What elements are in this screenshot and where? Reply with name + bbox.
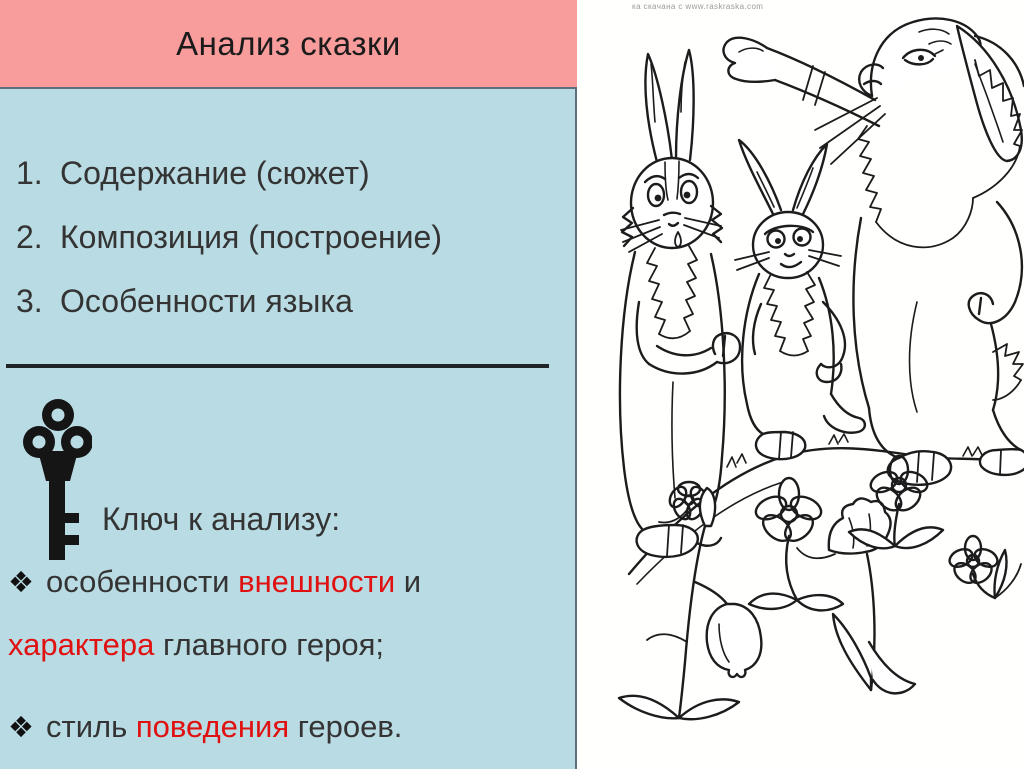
diamond-bullet-icon: ❖ bbox=[8, 567, 34, 599]
bellflower bbox=[619, 488, 761, 719]
list-text: Композиция (построение) bbox=[60, 218, 442, 255]
hares-coloring-illustration bbox=[577, 12, 1024, 752]
bullet-text-segment: внешности bbox=[238, 564, 396, 599]
attribution-text: ка скачана с www.raskraska.com bbox=[632, 2, 764, 11]
content-panel bbox=[0, 87, 577, 769]
list-text: Особенности языка bbox=[60, 282, 353, 319]
bullet-item bbox=[8, 551, 564, 676]
bullet-text-segment: поведения bbox=[135, 709, 290, 744]
key-heading: Ключ к анализу: bbox=[102, 501, 341, 537]
bullet-text-segment: характера bbox=[8, 627, 155, 662]
list-number: 2. bbox=[16, 218, 43, 255]
slide-title: Анализ сказки bbox=[176, 24, 401, 62]
bullet-text-segment: героев. bbox=[289, 709, 403, 744]
list-item bbox=[16, 205, 556, 269]
list-number: 1. bbox=[16, 154, 43, 191]
bullet-text-segment: и bbox=[395, 564, 422, 599]
bullet-item bbox=[8, 696, 564, 759]
key-icon bbox=[22, 395, 92, 560]
header-bar bbox=[0, 0, 577, 88]
left-hare bbox=[620, 50, 740, 557]
analysis-list bbox=[16, 141, 556, 333]
bullet-text-segment: особенности bbox=[46, 564, 239, 599]
illustration-panel bbox=[577, 0, 1024, 767]
list-text: Содержание (сюжет) bbox=[60, 154, 370, 191]
key-bullets bbox=[8, 551, 564, 779]
list-number: 3. bbox=[16, 282, 43, 319]
diamond-bullet-icon: ❖ bbox=[8, 712, 34, 744]
daisy-right bbox=[947, 536, 1021, 598]
bullet-text-segment: стиль bbox=[46, 709, 136, 744]
middle-hare bbox=[735, 140, 865, 459]
divider-line bbox=[6, 364, 549, 368]
bullet-text-segment: главного героя; bbox=[154, 627, 384, 662]
list-item bbox=[16, 141, 556, 205]
flowers bbox=[619, 456, 1021, 719]
list-item bbox=[16, 269, 556, 333]
